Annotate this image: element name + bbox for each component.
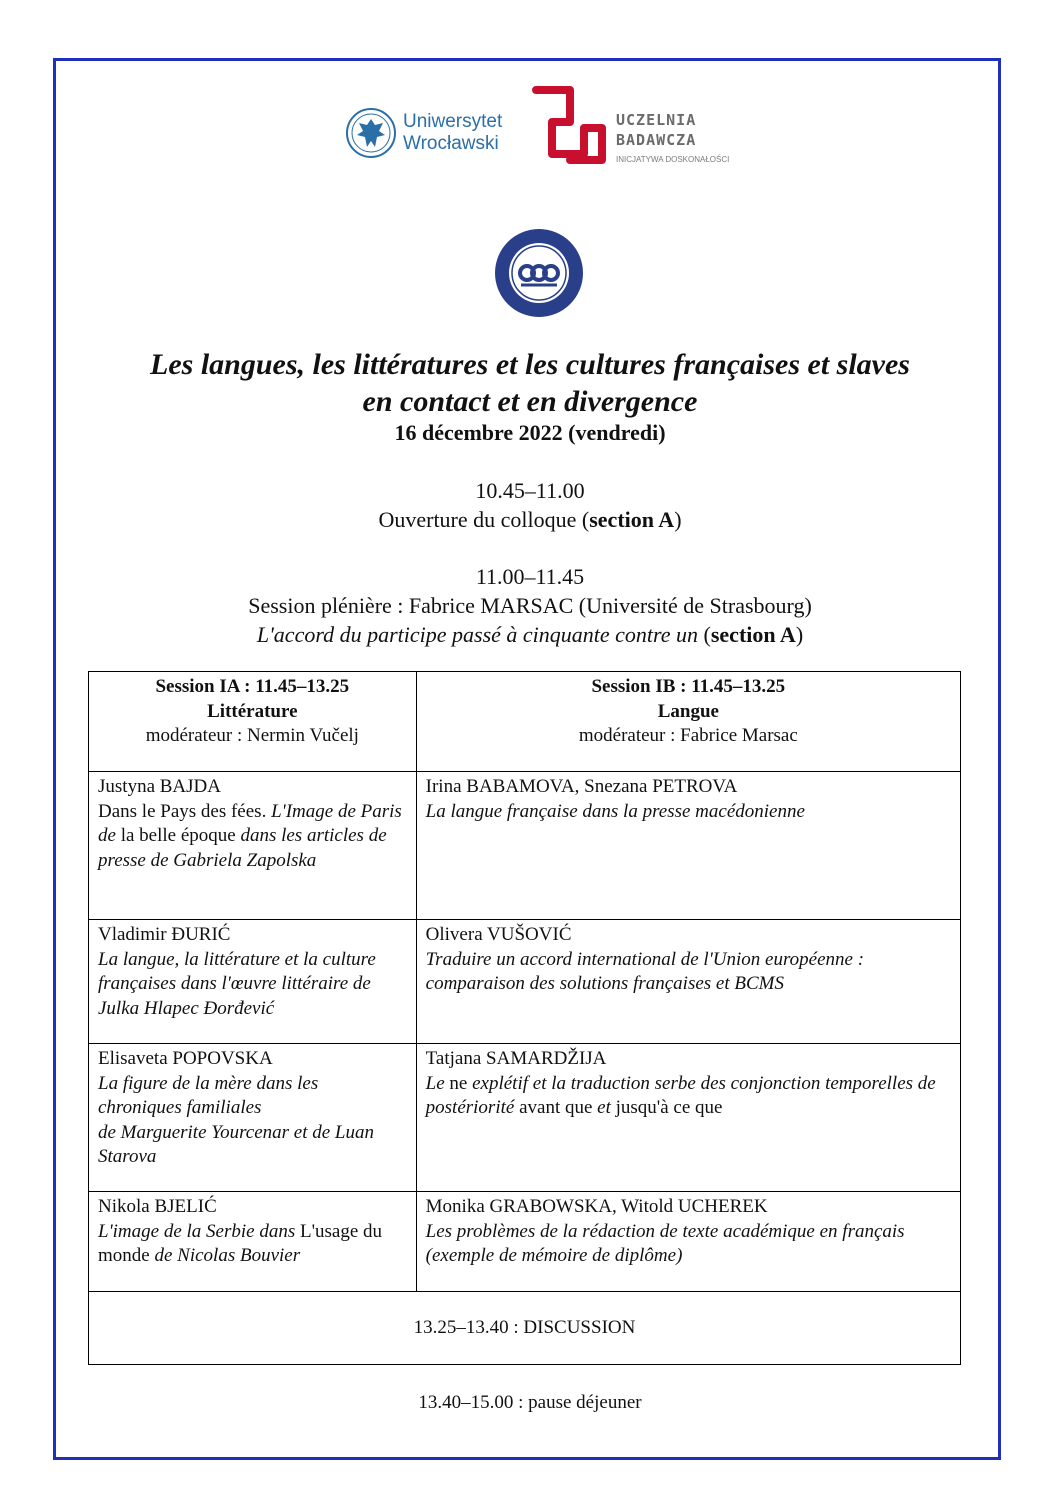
title-part: et <box>597 1097 611 1119</box>
table-row <box>89 920 961 1044</box>
opening-close: ) <box>674 507 682 532</box>
title-line2: en contact et en divergence <box>362 385 698 418</box>
talk-author: Monika GRABOWSKA, Witold UCHEREK <box>425 1196 768 1217</box>
opening-time: 10.45–11.00 <box>475 478 585 503</box>
title-part: L'usage du monde <box>98 1220 383 1267</box>
title-part: . <box>261 800 272 822</box>
ub-mark-icon <box>530 84 610 166</box>
opening-text <box>60 505 1000 534</box>
talk-cell <box>89 772 417 920</box>
ub-line3: INICJATYWA DOSKONAŁOŚCI <box>616 155 730 164</box>
uwr-logo <box>345 107 502 159</box>
session-ib-theme: Langue <box>657 700 719 722</box>
conference-title <box>60 346 1000 420</box>
talk-title: La figure de la mère dans les chroniques familiales <box>98 1072 319 1119</box>
talk-title: Les problèmes de la rédaction de texte académique en français (exemple de mémoire de diplôme) <box>425 1220 905 1267</box>
table-row <box>89 1192 961 1292</box>
plenary-time: 11.00–11.45 <box>475 564 585 589</box>
session-ia-moderator: modérateur : Nermin Vučelj <box>145 725 359 747</box>
session-ia-name: Session IA : 11.45–13.25 <box>155 676 350 697</box>
session-ib-header <box>416 672 960 772</box>
talk-author: Tatjana SAMARDŽIJA <box>425 1048 607 1069</box>
plenary-open: ( <box>698 622 711 647</box>
talk-title-cont: de Marguerite Yourcenar et de Luan Starova <box>98 1121 375 1168</box>
lunch-break: 13.40–15.00 : pause déjeuner <box>418 1392 642 1413</box>
title-part: explétif et la traduction serbe des conjonction temporelles de postériorité <box>425 1072 936 1119</box>
discussion-slot: 13.25–13.40 : DISCUSSION <box>89 1292 961 1365</box>
session-ib-name: Session IB : 11.45–13.25 <box>591 676 786 697</box>
session-ia-theme: Littérature <box>207 700 298 722</box>
faculty-seal <box>493 227 585 324</box>
talk-title: La langue française dans la presse macédonienne <box>425 800 805 822</box>
title-part: avant que <box>514 1097 598 1119</box>
uwr-name-line2: Wrocławski <box>403 133 499 154</box>
faculty-seal-icon <box>493 227 585 319</box>
conference-date: 16 décembre 2022 (vendredi) <box>394 420 666 445</box>
ub-line1: UCZELNIA <box>616 111 697 129</box>
programme-table <box>88 671 961 1365</box>
talk-title <box>98 1220 407 1269</box>
session-header-row <box>89 672 961 772</box>
title-part: jusqu'à ce que <box>610 1097 723 1119</box>
opening-block <box>60 476 1000 534</box>
title-part: Dans le Pays des fées <box>98 800 262 822</box>
talk-author: Justyna BAJDA <box>98 776 221 797</box>
plenary-block <box>60 562 1000 649</box>
table-row <box>89 772 961 920</box>
title-part: L'image de la Serbie dans <box>98 1220 296 1242</box>
talk-cell <box>416 772 960 920</box>
ub-line2: BADAWCZA <box>616 131 697 149</box>
opening-label: Ouverture du colloque ( <box>378 507 590 532</box>
table-row <box>89 1044 961 1192</box>
talk-cell <box>416 1044 960 1192</box>
talk-title: Traduire un accord international de l'Union européenne : comparaison des solutions françaises et BCMS <box>425 948 865 995</box>
talk-author: Elisaveta POPOVSKA <box>98 1048 273 1069</box>
plenary-speaker: Session plénière : Fabrice MARSAC (Université de Strasbourg) <box>248 593 812 618</box>
opening-section: section A <box>589 507 675 532</box>
plenary-close: ) <box>795 622 804 647</box>
talk-title <box>426 1072 951 1121</box>
plenary-section: section A <box>710 622 796 647</box>
title-part: ne <box>449 1072 468 1094</box>
talk-author: Olivera VUŠOVIĆ <box>425 924 572 945</box>
plenary-title: L'accord du participe passé à cinquante contre un <box>256 622 699 647</box>
talk-cell <box>89 1044 417 1192</box>
title-part: L'Image de Paris de <box>98 800 402 847</box>
talk-author: Vladimir ĐURIĆ <box>98 924 231 945</box>
talk-cell <box>89 1192 417 1292</box>
talk-cell <box>416 920 960 1044</box>
title-part: Le <box>425 1072 450 1094</box>
talk-author: Nikola BJELIĆ <box>98 1196 217 1217</box>
uwr-name-line1: Uniwersytet <box>403 111 503 132</box>
title-part: dans les articles de presse de Gabriela Zapolska <box>98 825 387 871</box>
title-line1: Les langues, les littératures et les cultures françaises et slaves <box>150 348 910 381</box>
discussion-row <box>89 1292 961 1365</box>
talk-cell <box>89 920 417 1044</box>
talk-author: Irina BABAMOVA, Snezana PETROVA <box>425 776 738 797</box>
session-ib-moderator: modérateur : Fabrice Marsac <box>578 725 798 747</box>
talk-title <box>98 800 407 874</box>
talk-title: La langue, la littérature et la culture françaises dans l'œuvre littéraire de Julka Hlapec Đorđević <box>98 948 376 1019</box>
uwr-eagle-icon <box>345 107 397 159</box>
uczelnia-badawcza-logo <box>530 84 729 170</box>
session-ia-header <box>89 672 417 772</box>
title-part: la belle époque <box>115 825 241 847</box>
talk-cell <box>416 1192 960 1292</box>
title-part: de Nicolas Bouvier <box>154 1245 301 1267</box>
plenary-talk <box>60 620 1000 649</box>
